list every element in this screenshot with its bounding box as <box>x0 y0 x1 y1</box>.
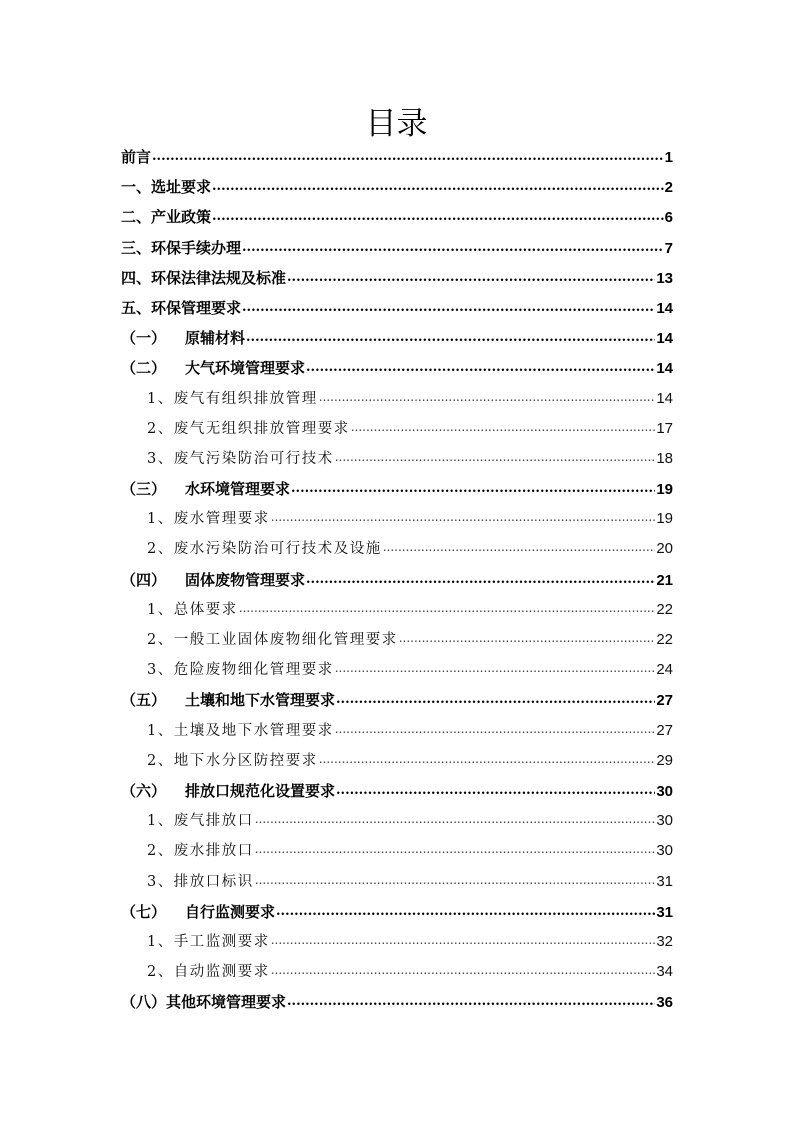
toc-entry[interactable] <box>121 293 673 323</box>
toc-entry-label <box>121 565 305 595</box>
toc-entry-label <box>121 323 245 353</box>
toc-entry-label: 二、产业政策 <box>121 208 212 227</box>
toc-page-number: 30 <box>656 812 673 830</box>
toc-page-number: 7 <box>664 239 673 257</box>
toc-entry-label <box>121 897 275 927</box>
toc-dot-leader <box>255 865 656 895</box>
toc-dot-leader <box>335 653 656 683</box>
toc-entry-label <box>121 474 290 504</box>
toc-page-number: 27 <box>656 692 673 710</box>
toc-page-number: 30 <box>656 782 673 800</box>
toc-entry[interactable] <box>121 716 673 746</box>
toc-entry-label: 2、废气无组织排放管理要求 <box>147 420 350 437</box>
toc-entry-label <box>121 776 335 806</box>
toc-entry-number: （一） <box>121 329 167 348</box>
toc-entry-number: （七） <box>121 902 167 921</box>
toc-dot-leader <box>319 744 656 774</box>
toc-entry[interactable] <box>121 565 673 595</box>
toc-entry-label: （八）其他环境管理要求 <box>121 993 287 1012</box>
toc-page-number: 14 <box>656 299 673 317</box>
toc-entry[interactable] <box>121 625 673 655</box>
toc-entry[interactable] <box>121 534 673 564</box>
toc-dot-leader <box>242 233 664 263</box>
toc-entry-text: 固体废物管理要求 <box>185 570 306 589</box>
toc-dot-leader <box>212 202 664 232</box>
toc-dot-leader <box>291 474 655 504</box>
toc-dot-leader <box>271 955 656 985</box>
table-of-contents <box>121 142 673 1017</box>
toc-entry[interactable] <box>121 897 673 927</box>
toc-entry-number: （四） <box>121 570 167 589</box>
toc-dot-leader <box>239 593 656 623</box>
toc-dot-leader <box>271 925 656 955</box>
toc-entry-label: 一、选址要求 <box>121 178 212 197</box>
toc-entry-label: 三、环保手续办理 <box>121 238 242 257</box>
toc-entry-text: 土壤和地下水管理要求 <box>185 691 336 710</box>
toc-dot-leader <box>306 565 655 595</box>
toc-entry[interactable] <box>121 655 673 685</box>
toc-entry-label: 2、废水排放口 <box>147 843 254 860</box>
toc-entry[interactable] <box>121 414 673 444</box>
toc-entry-label: 2、自动监测要求 <box>147 964 270 981</box>
toc-entry[interactable] <box>121 776 673 806</box>
toc-dot-leader <box>383 532 656 562</box>
toc-entry[interactable] <box>121 867 673 897</box>
toc-dot-leader <box>152 142 664 172</box>
toc-entry-label: 2、地下水分区防控要求 <box>147 752 318 769</box>
toc-page-number: 22 <box>656 631 673 648</box>
toc-dot-leader <box>255 834 656 864</box>
toc-entry-label: 1、总体要求 <box>147 601 238 618</box>
toc-page-number: 13 <box>656 269 673 287</box>
toc-entry-label: 3、排放口标识 <box>147 873 254 890</box>
toc-entry[interactable] <box>121 836 673 866</box>
toc-dot-leader <box>319 382 656 412</box>
toc-page-number: 36 <box>656 994 673 1012</box>
toc-entry[interactable] <box>121 172 673 202</box>
toc-entry-number: （三） <box>121 480 167 499</box>
toc-dot-leader <box>287 987 655 1017</box>
toc-page-number: 21 <box>656 571 673 589</box>
toc-entry-label: 1、废气排放口 <box>147 813 254 830</box>
toc-entry[interactable] <box>121 263 673 293</box>
toc-entry-label: 1、土壤及地下水管理要求 <box>147 722 334 739</box>
toc-entry-label: 3、废气污染防治可行技术 <box>147 450 334 467</box>
toc-entry-number: （五） <box>121 691 167 710</box>
toc-page-number: 20 <box>656 540 673 558</box>
toc-dot-leader <box>212 172 664 202</box>
toc-page-number: 14 <box>656 330 673 348</box>
toc-entry-label: 四、环保法律法规及标准 <box>121 268 287 287</box>
toc-page-number: 31 <box>656 872 673 890</box>
toc-dot-leader <box>246 323 655 353</box>
toc-entry[interactable] <box>121 685 673 715</box>
toc-entry-label <box>121 353 305 383</box>
toc-entry-text: 水环境管理要求 <box>185 480 291 499</box>
toc-dot-leader <box>271 502 656 532</box>
toc-entry[interactable] <box>121 202 673 232</box>
toc-entry[interactable] <box>121 353 673 383</box>
toc-dot-leader <box>306 353 655 383</box>
toc-entry[interactable] <box>121 504 673 534</box>
toc-page-number: 14 <box>656 360 673 378</box>
toc-dot-leader <box>287 263 655 293</box>
toc-page-number: 19 <box>656 481 673 499</box>
toc-dot-leader <box>242 293 655 323</box>
toc-entry-label: 1、废水管理要求 <box>147 511 270 528</box>
toc-page-number: 1 <box>664 149 673 166</box>
toc-page-number: 19 <box>656 510 673 528</box>
toc-entry[interactable] <box>121 957 673 987</box>
toc-dot-leader <box>276 897 655 927</box>
toc-entry-label: 1、废气有组织排放管理 <box>147 390 318 407</box>
toc-dot-leader <box>255 804 656 834</box>
toc-dot-leader <box>336 776 655 806</box>
toc-entry-number: （二） <box>121 359 167 378</box>
toc-page-number: 14 <box>656 389 673 407</box>
toc-dot-leader <box>351 412 656 442</box>
page-title: 目录 <box>365 106 428 142</box>
toc-page-number: 17 <box>656 419 673 437</box>
toc-page-number: 22 <box>656 600 673 618</box>
toc-page-number: 31 <box>656 903 673 921</box>
toc-entry[interactable] <box>121 323 673 353</box>
toc-entry[interactable] <box>121 233 673 263</box>
toc-entry[interactable] <box>121 595 673 625</box>
toc-entry[interactable] <box>121 746 673 776</box>
toc-entry-label <box>121 685 335 715</box>
toc-entry[interactable] <box>121 474 673 504</box>
toc-entry[interactable] <box>121 444 673 474</box>
toc-entry-text: 大气环境管理要求 <box>185 359 306 378</box>
toc-page-number: 2 <box>664 179 673 197</box>
toc-entry[interactable] <box>121 142 673 172</box>
toc-entry-label: 1、手工监测要求 <box>147 933 270 950</box>
toc-entry-label: 2、一般工业固体废物细化管理要求 <box>147 632 398 648</box>
toc-entry-text: 排放口规范化设置要求 <box>185 781 336 800</box>
toc-entry-label: 五、环保管理要求 <box>121 298 242 317</box>
toc-entry[interactable] <box>121 806 673 836</box>
toc-entry-label: 3、危险废物细化管理要求 <box>147 662 334 679</box>
toc-dot-leader <box>335 442 656 472</box>
toc-page-number: 24 <box>656 661 673 679</box>
toc-dot-leader <box>399 623 656 653</box>
toc-page-number: 27 <box>656 721 673 739</box>
toc-entry-text: 自行监测要求 <box>185 902 276 921</box>
toc-entry-number: （六） <box>121 781 167 800</box>
toc-entry-text: 原辅材料 <box>185 329 246 348</box>
toc-entry-label: 前言 <box>121 148 152 166</box>
toc-page-number: 18 <box>656 449 673 467</box>
toc-entry[interactable] <box>121 987 673 1017</box>
toc-dot-leader <box>335 714 656 744</box>
toc-entry[interactable] <box>121 384 673 414</box>
toc-entry-label: 2、废水污染防治可行技术及设施 <box>147 541 382 558</box>
toc-entry[interactable] <box>121 927 673 957</box>
toc-page-number: 6 <box>664 209 673 227</box>
toc-page-number: 30 <box>656 842 673 860</box>
toc-page-number: 34 <box>656 963 673 981</box>
toc-page-number: 32 <box>656 932 673 950</box>
toc-dot-leader <box>336 685 655 715</box>
toc-page-number: 29 <box>656 751 673 769</box>
